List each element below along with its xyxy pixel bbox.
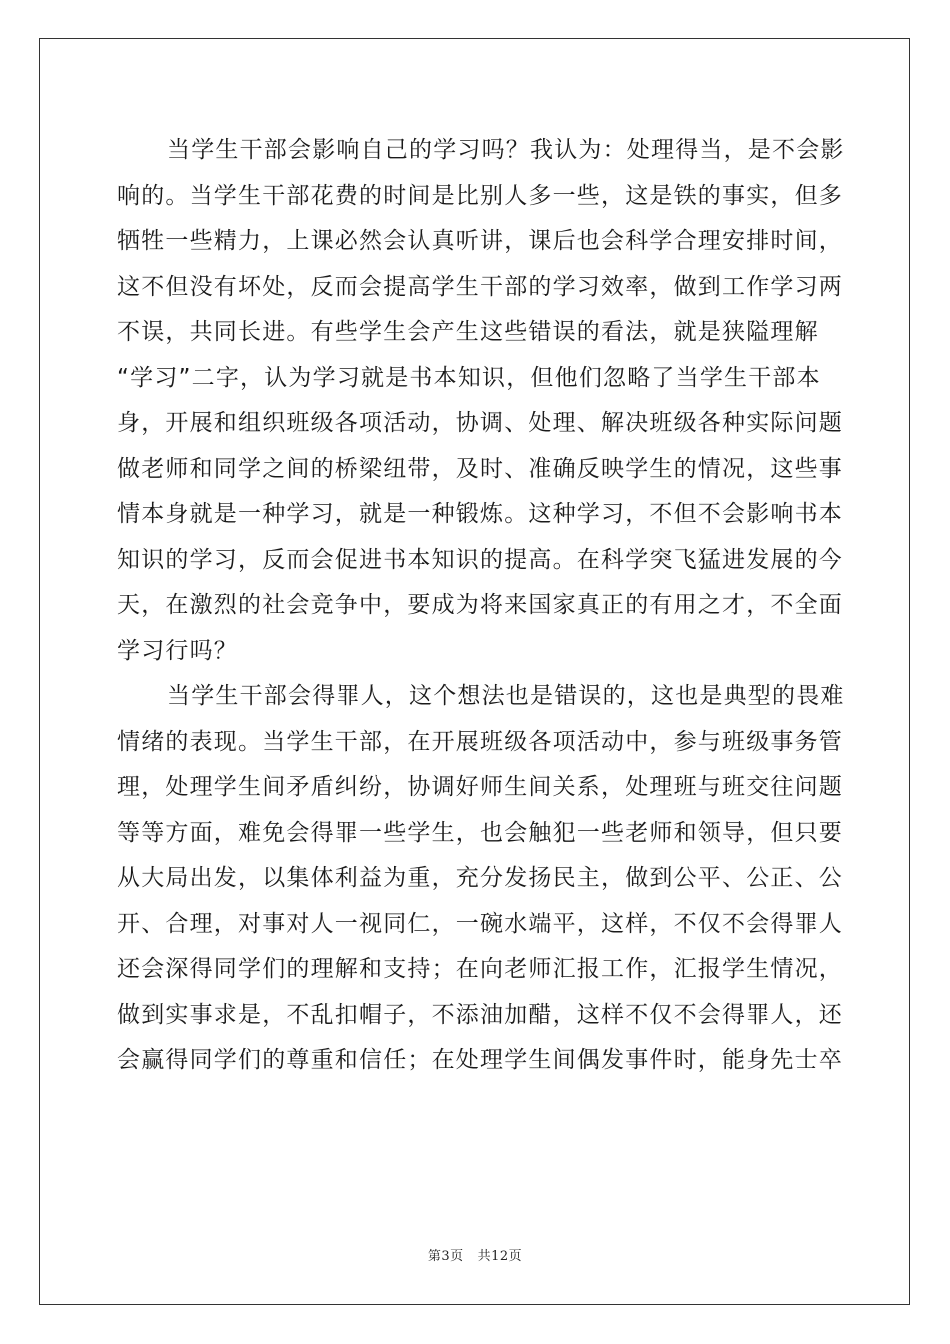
- text-line: 响的。当学生干部花费的时间是比别人多一些，这是铁的事实，但多: [117, 182, 843, 209]
- text-line: 情绪的表现。当学生干部，在开展班级各项活动中，参与班级事务管: [117, 728, 843, 755]
- document-body: [117, 128, 845, 1084]
- text-line: 当学生干部会得罪人，这个想法也是错误的，这也是典型的畏难: [167, 683, 845, 709]
- text-line: 做到实事求是，不乱扣帽子，不添油加醋，这样不仅不会得罪人，还: [117, 1001, 843, 1028]
- text-line: 不误，共同长进。有些学生会产生这些错误的看法，就是狭隘理解: [117, 319, 819, 345]
- text-line: “学习”二字，认为学习就是书本知识，但他们忽略了当学生干部本: [117, 364, 821, 391]
- text-line: 还会深得同学们的理解和支持；在向老师汇报工作，汇报学生情况，: [117, 956, 843, 982]
- paragraph-2: [117, 674, 845, 1084]
- text-line: 知识的学习，反而会促进书本知识的提高。在科学突飞猛进发展的今: [117, 546, 843, 573]
- text-line: 身，开展和组织班级各项活动，协调、处理、解决班级各种实际问题: [117, 410, 843, 436]
- text-line: 理，处理学生间矛盾纠纷，协调好师生间关系，处理班与班交往问题: [117, 774, 843, 800]
- text-line: 天，在激烈的社会竞争中，要成为将来国家真正的有用之才，不全面: [117, 592, 843, 618]
- paragraph-1: [117, 128, 845, 674]
- text-line: 会赢得同学们的尊重和信任；在处理学生间偶发事件时，能身先士卒: [117, 1047, 843, 1073]
- text-line: 从大局出发，以集体利益为重，充分发扬民主，做到公平、公正、公: [117, 865, 843, 891]
- page-footer: [0, 1245, 950, 1264]
- text-line: 牺牲一些精力，上课必然会认真听讲，课后也会科学合理安排时间，: [117, 228, 843, 254]
- page-number: 第3页: [427, 1249, 464, 1264]
- text-line: 做老师和同学之间的桥梁纽带，及时、准确反映学生的情况，这些事: [117, 455, 843, 482]
- text-line: 学习行吗？: [117, 637, 238, 664]
- page-total: 共12页: [477, 1249, 523, 1264]
- text-line: 等等方面，难免会得罪一些学生，也会触犯一些老师和领导，但只要: [117, 819, 843, 846]
- text-line: 当学生干部会影响自己的学习吗？我认为：处理得当，是不会影: [167, 137, 845, 163]
- text-line: 这不但没有坏处，反而会提高学生干部的学习效率，做到工作学习两: [117, 273, 843, 300]
- text-line: 开、合理，对事对人一视同仁，一碗水端平，这样，不仅不会得罪人: [117, 910, 843, 937]
- text-line: 情本身就是一种学习，就是一种锻炼。这种学习，不但不会影响书本: [117, 501, 843, 527]
